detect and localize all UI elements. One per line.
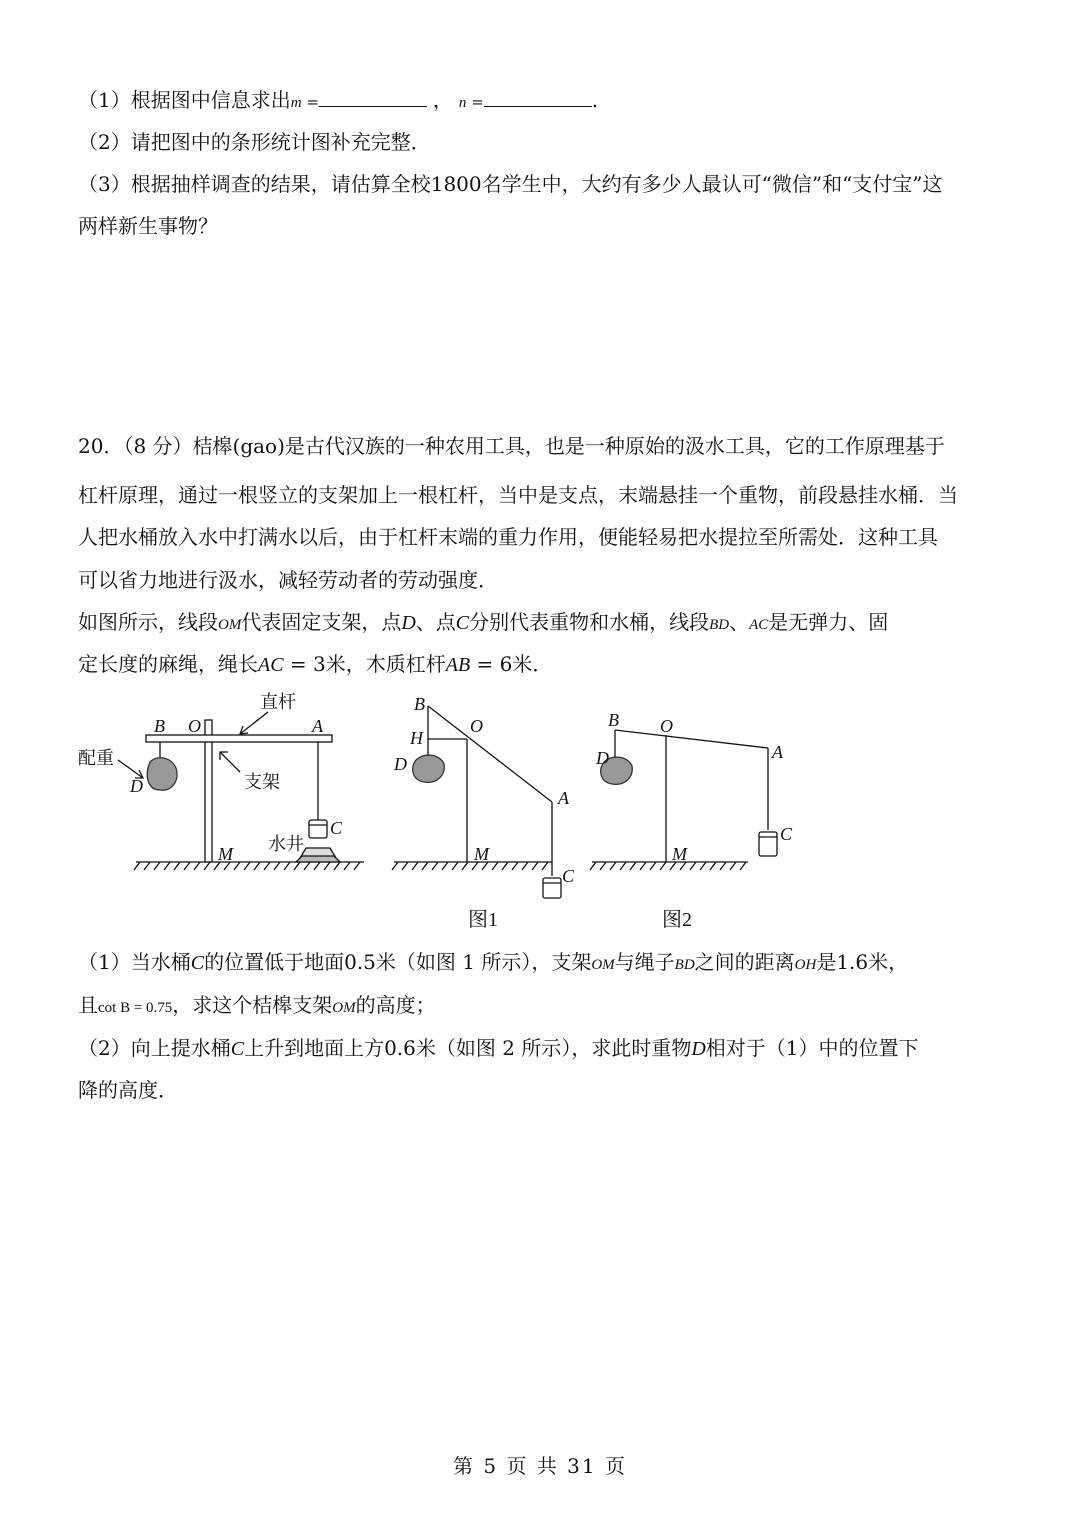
ground-hatching-1 — [134, 862, 360, 870]
label-B-fig0: B — [154, 716, 165, 736]
label-C-fig0: C — [330, 818, 343, 838]
label-M-fig2: M — [672, 844, 687, 864]
q20-intro-line1: 20．（8 分）桔槔(gao)是古代汉族的一种农用工具，也是一种原始的汲水工具，它的工作原理基于 — [78, 434, 945, 458]
label-M-fig1: M — [474, 844, 489, 864]
q20-sub1-line1: （1）当水桶C的位置低于地面0.5米（如图 1 所示），支架OM与绳子BD之间的距离OH是1.6米， — [78, 950, 909, 974]
label-counterweight: 配重 — [78, 748, 114, 768]
label-D-fig0: D — [130, 776, 143, 796]
q20-desc-line1: 如图所示，线段OM代表固定支架，点D、点C分别代表重物和水桶，线段BD、AC是无弹力、固 — [78, 610, 889, 634]
caption-fig1: 图1 — [468, 909, 498, 931]
label-O-fig2: O — [660, 716, 673, 736]
label-A-fig2: A — [772, 742, 783, 762]
q19-part1: （1）根据图中信息求出m = ， n = . — [78, 88, 599, 112]
q19-part3-line2: 两样新生事物？ — [78, 214, 218, 238]
ground-hatching-2 — [392, 862, 548, 870]
q20-intro-line4: 可以省力地进行汲水，减轻劳动者的劳动强度． — [78, 568, 498, 592]
label-D-fig1: D — [394, 754, 407, 774]
label-H-fig1: H — [410, 728, 423, 748]
page-footer: 第 5 页 共 31 页 — [453, 1454, 627, 1478]
q20-desc-line2: 定长度的麻绳，绳长AC = 3米，木质杠杆AB = 6米． — [78, 652, 553, 676]
label-M-fig0: M — [218, 844, 233, 864]
label-A-fig0: A — [312, 716, 323, 736]
label-straight-rod: 直杆 — [260, 692, 296, 712]
caption-fig2: 图2 — [662, 909, 692, 931]
label-B-fig2: B — [608, 710, 619, 730]
answer-blank-m[interactable] — [319, 86, 427, 107]
q20-intro-line2: 杠杆原理，通过一根竖立的支架加上一根杠杆，当中是支点，末端悬挂一个重物，前段悬挂水桶．当 — [78, 483, 958, 507]
q19-part3-line1: （3）根据抽样调查的结果，请估算全校1800名学生中，大约有多少人最认可“微信”和“支付宝”这 — [78, 172, 943, 196]
ground-hatching-3 — [590, 862, 746, 870]
label-well: 水井 — [268, 834, 304, 854]
shadoof-figures — [0, 680, 1080, 940]
label-A-fig1: A — [558, 788, 569, 808]
label-O-fig0: O — [188, 716, 201, 736]
label-D-fig2: D — [596, 748, 609, 768]
q20-sub2-line1: （2）向上提水桶C上升到地面上方0.6米（如图 2 所示），求此时重物D相对于（1）中的位置下 — [78, 1036, 919, 1060]
label-O-fig1: O — [470, 716, 483, 736]
q20-sub2-line2: 降的高度． — [78, 1078, 178, 1102]
answer-blank-n[interactable] — [484, 86, 592, 107]
q19-part2: （2）请把图中的条形统计图补充完整． — [78, 130, 431, 154]
label-B-fig1: B — [414, 694, 425, 714]
label-C-fig1: C — [562, 866, 575, 886]
label-support: 支架 — [244, 772, 280, 792]
q20-intro-line3: 人把水桶放入水中打满水以后，由于杠杆末端的重力作用，便能轻易把水提拉至所需处．这种工具 — [78, 525, 938, 549]
q20-sub1-line2: 且cot B = 0.75，求这个桔槔支架OM的高度； — [78, 993, 436, 1017]
label-C-fig2: C — [780, 824, 793, 844]
